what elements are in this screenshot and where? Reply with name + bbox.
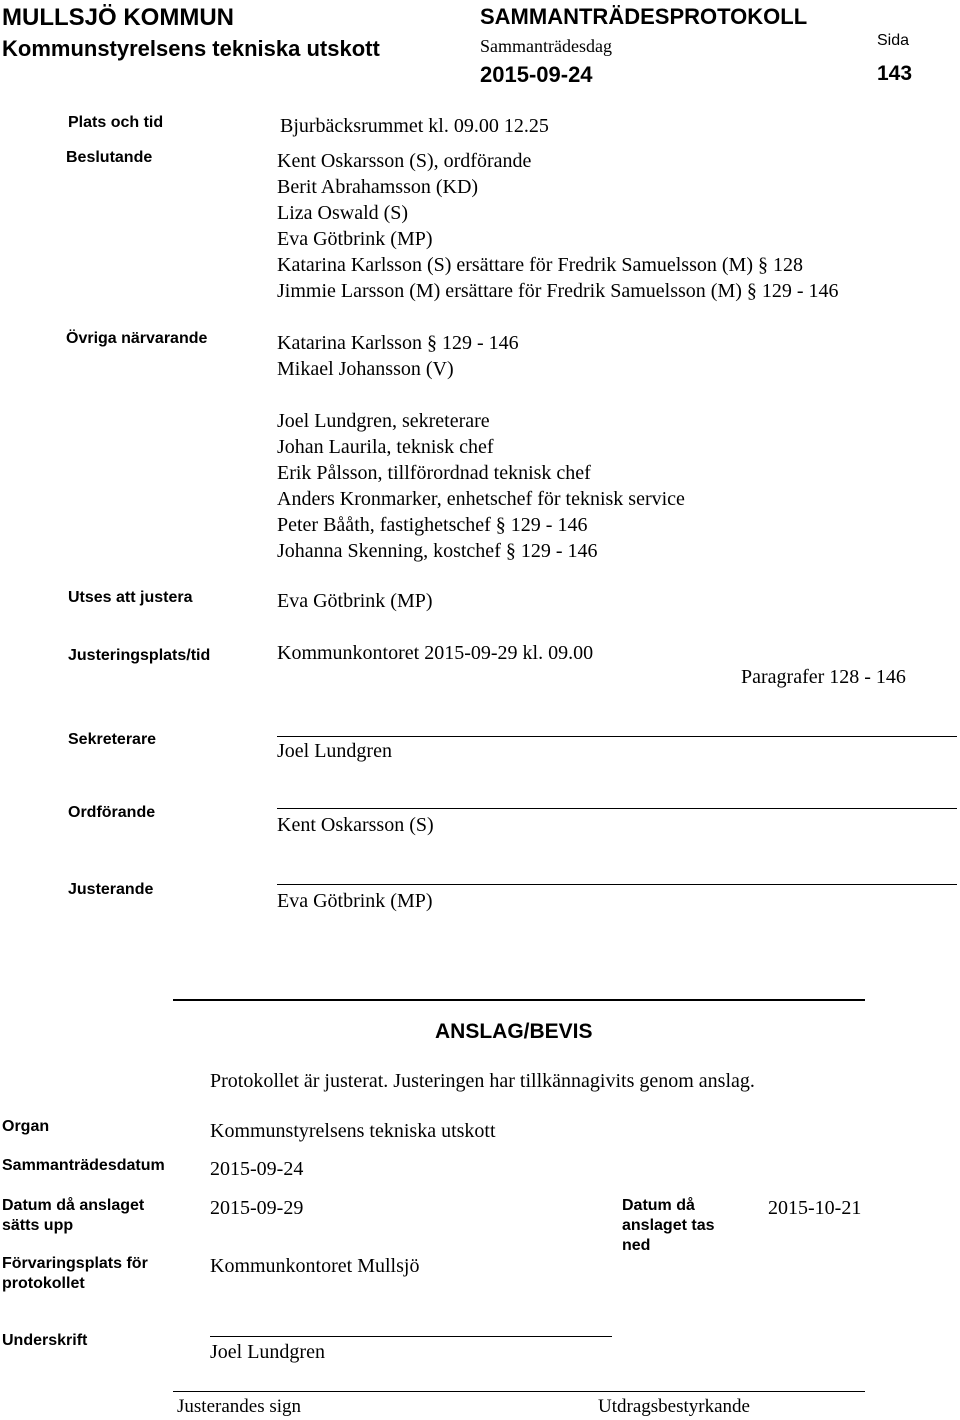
meeting-date: 2015-09-24	[480, 62, 593, 87]
other-attendee: Erik Pålsson, tillförordnad teknisk chef	[277, 462, 591, 484]
deciding-member: Katarina Karlsson (S) ersättare för Fredrik Samuelsson (M) § 128	[277, 254, 803, 276]
organ-label: Organ	[2, 1118, 50, 1135]
meeting-date-label: Sammanträdesdatum	[2, 1157, 165, 1174]
deciding-member: Berit Abrahamsson (KD)	[277, 176, 479, 198]
deciding-label: Beslutande	[66, 149, 153, 166]
storage-value: Kommunkontoret Mullsjö	[210, 1255, 420, 1277]
page-label: Sida	[877, 32, 910, 49]
place-label: Plats och tid	[68, 114, 164, 131]
other-attendee: Katarina Karlsson § 129 - 146	[277, 332, 519, 354]
signature-label: Underskrift	[2, 1332, 88, 1349]
adjuster-sign-name: Eva Götbrink (MP)	[277, 890, 433, 912]
storage-label: Förvaringsplats för protokollet	[2, 1255, 148, 1292]
organ-value: Kommunstyrelsens tekniska utskott	[210, 1120, 496, 1142]
adjust-place-label: Justeringsplats/tid	[68, 647, 211, 664]
paragraphs: Paragrafer 128 - 146	[741, 666, 906, 688]
date-label: Sammanträdesdag	[480, 36, 612, 56]
deciding-member: Kent Oskarsson (S), ordförande	[277, 150, 532, 172]
others-list-2	[277, 408, 685, 564]
notice-divider	[173, 999, 865, 1001]
chair-label: Ordförande	[68, 804, 156, 821]
adjuster-label: Utses att justera	[68, 589, 193, 606]
other-attendee: Peter Bååth, fastighetschef § 129 - 146	[277, 514, 588, 536]
deciding-member: Jimmie Larsson (M) ersättare för Fredrik Samuelsson (M) § 129 - 146	[277, 280, 839, 302]
posted-value: 2015-09-29	[210, 1197, 304, 1219]
other-attendee: Mikael Johansson (V)	[277, 358, 454, 380]
deciding-list	[277, 148, 839, 304]
meeting-date-value: 2015-09-24	[210, 1158, 304, 1180]
other-attendee: Joel Lundgren, sekreterare	[277, 410, 490, 432]
secretary-signature-line	[277, 736, 957, 737]
committee-name: Kommunstyrelsens tekniska utskott	[2, 36, 380, 61]
deciding-member: Liza Oswald (S)	[277, 202, 409, 224]
footer-adjuster-sign: Justerandes sign	[177, 1396, 302, 1417]
notice-signature-line	[210, 1336, 612, 1337]
adjuster-value: Eva Götbrink (MP)	[277, 590, 433, 612]
removed-value: 2015-10-21	[768, 1197, 862, 1219]
adjuster-sign-label: Justerande	[68, 881, 154, 898]
notice-title: ANSLAG/BEVIS	[435, 1020, 593, 1043]
document-type: SAMMANTRÄDESPROTOKOLL	[480, 4, 808, 29]
footer-certification: Utdragsbestyrkande	[598, 1396, 750, 1417]
org-name: MULLSJÖ KOMMUN	[2, 4, 234, 31]
posted-label: Datum då anslaget sätts upp	[2, 1197, 145, 1234]
place-value: Bjurbäcksrummet kl. 09.00 12.25	[280, 115, 549, 137]
other-attendee: Johanna Skenning, kostchef § 129 - 146	[277, 540, 598, 562]
chair-name: Kent Oskarsson (S)	[277, 814, 434, 836]
signature-name: Joel Lundgren	[210, 1341, 325, 1363]
footer-line	[173, 1391, 865, 1392]
other-attendee: Anders Kronmarker, enhetschef för teknisk service	[277, 488, 685, 510]
others-label: Övriga närvarande	[66, 330, 208, 347]
other-attendee: Johan Laurila, teknisk chef	[277, 436, 494, 458]
chair-signature-line	[277, 808, 957, 809]
others-list-1	[277, 330, 519, 382]
page-number: 143	[877, 62, 913, 85]
removed-label: Datum då anslaget tas ned	[622, 1197, 715, 1254]
notice-statement: Protokollet är justerat. Justeringen har tillkännagivits genom anslag.	[210, 1070, 755, 1092]
adjust-place-value: Kommunkontoret 2015-09-29 kl. 09.00	[277, 642, 594, 664]
deciding-member: Eva Götbrink (MP)	[277, 228, 433, 250]
secretary-label: Sekreterare	[68, 731, 157, 748]
secretary-name: Joel Lundgren	[277, 740, 392, 762]
adjuster-signature-line	[277, 884, 957, 885]
